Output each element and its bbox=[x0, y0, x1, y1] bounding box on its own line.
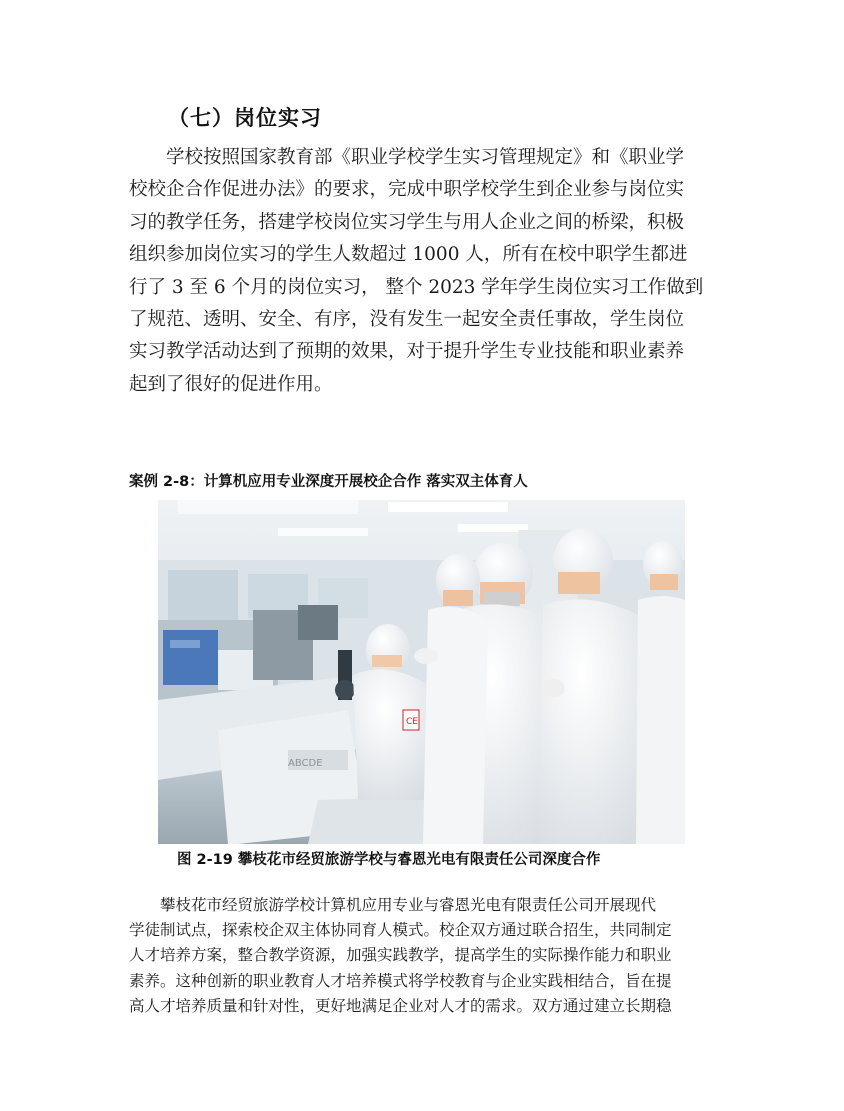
section-heading: （七）岗位实习 bbox=[168, 106, 322, 130]
svg-text:ABCDE: ABCDE bbox=[288, 758, 323, 769]
case-title: 案例 2-8：计算机应用专业深度开展校企合作 落实双主体育人 bbox=[129, 474, 528, 490]
paragraph-line: 实习教学活动达到了预期的效果，对于提升学生专业技能和职业素养 bbox=[129, 341, 685, 363]
section-paragraph bbox=[129, 142, 721, 401]
paragraph-line: 校校企合作促进办法》的要求，完成中职学校学生到企业参与岗位实 bbox=[129, 179, 685, 201]
figure-caption: 图 2-19 攀枝花市经贸旅游学校与睿恩光电有限责任公司深度合作 bbox=[177, 852, 601, 868]
cleanroom-photo bbox=[158, 500, 685, 844]
paragraph-line: 学徒制试点，探索校企双主体协同育人模式。校企双方通过联合招生，共同制定 bbox=[129, 921, 672, 940]
case-paragraph bbox=[129, 893, 721, 1019]
paragraph-line: 素养。这种创新的职业教育人才培养模式将学校教育与企业实践相结合，旨在提 bbox=[129, 971, 672, 990]
paragraph-line: 人才培养方案，整合教学资源，加强实践教学，提高学生的实际操作能力和职业 bbox=[129, 946, 672, 965]
paragraph-line: 高人才培养质量和针对性，更好地满足企业对人才的需求。双方通过建立长期稳 bbox=[129, 996, 672, 1015]
paragraph-line: 习的教学任务，搭建学校岗位实习学生与用人企业之间的桥梁，积极 bbox=[129, 211, 685, 233]
paragraph-line: 起到了很好的促进作用。 bbox=[129, 373, 333, 395]
badge-text: CE bbox=[406, 717, 418, 727]
paragraph-line: 攀枝花市经贸旅游学校计算机应用专业与睿恩光电有限责任公司开展现代 bbox=[160, 896, 657, 914]
paragraph-line: 了规范、透明、安全、有序，没有发生一起安全责任事故，学生岗位 bbox=[129, 308, 685, 330]
paragraph-line: 学校按照国家教育部《职业学校学生实习管理规定》和《职业学 bbox=[166, 147, 685, 168]
paragraph-line: 组织参加岗位实习的学生人数超过 1000 人，所有在校中职学生都进 bbox=[129, 244, 688, 266]
paragraph-line: 行了 3 至 6 个月的岗位实习， 整个 2023 学年学生岗位实习工作做到 bbox=[129, 276, 704, 298]
